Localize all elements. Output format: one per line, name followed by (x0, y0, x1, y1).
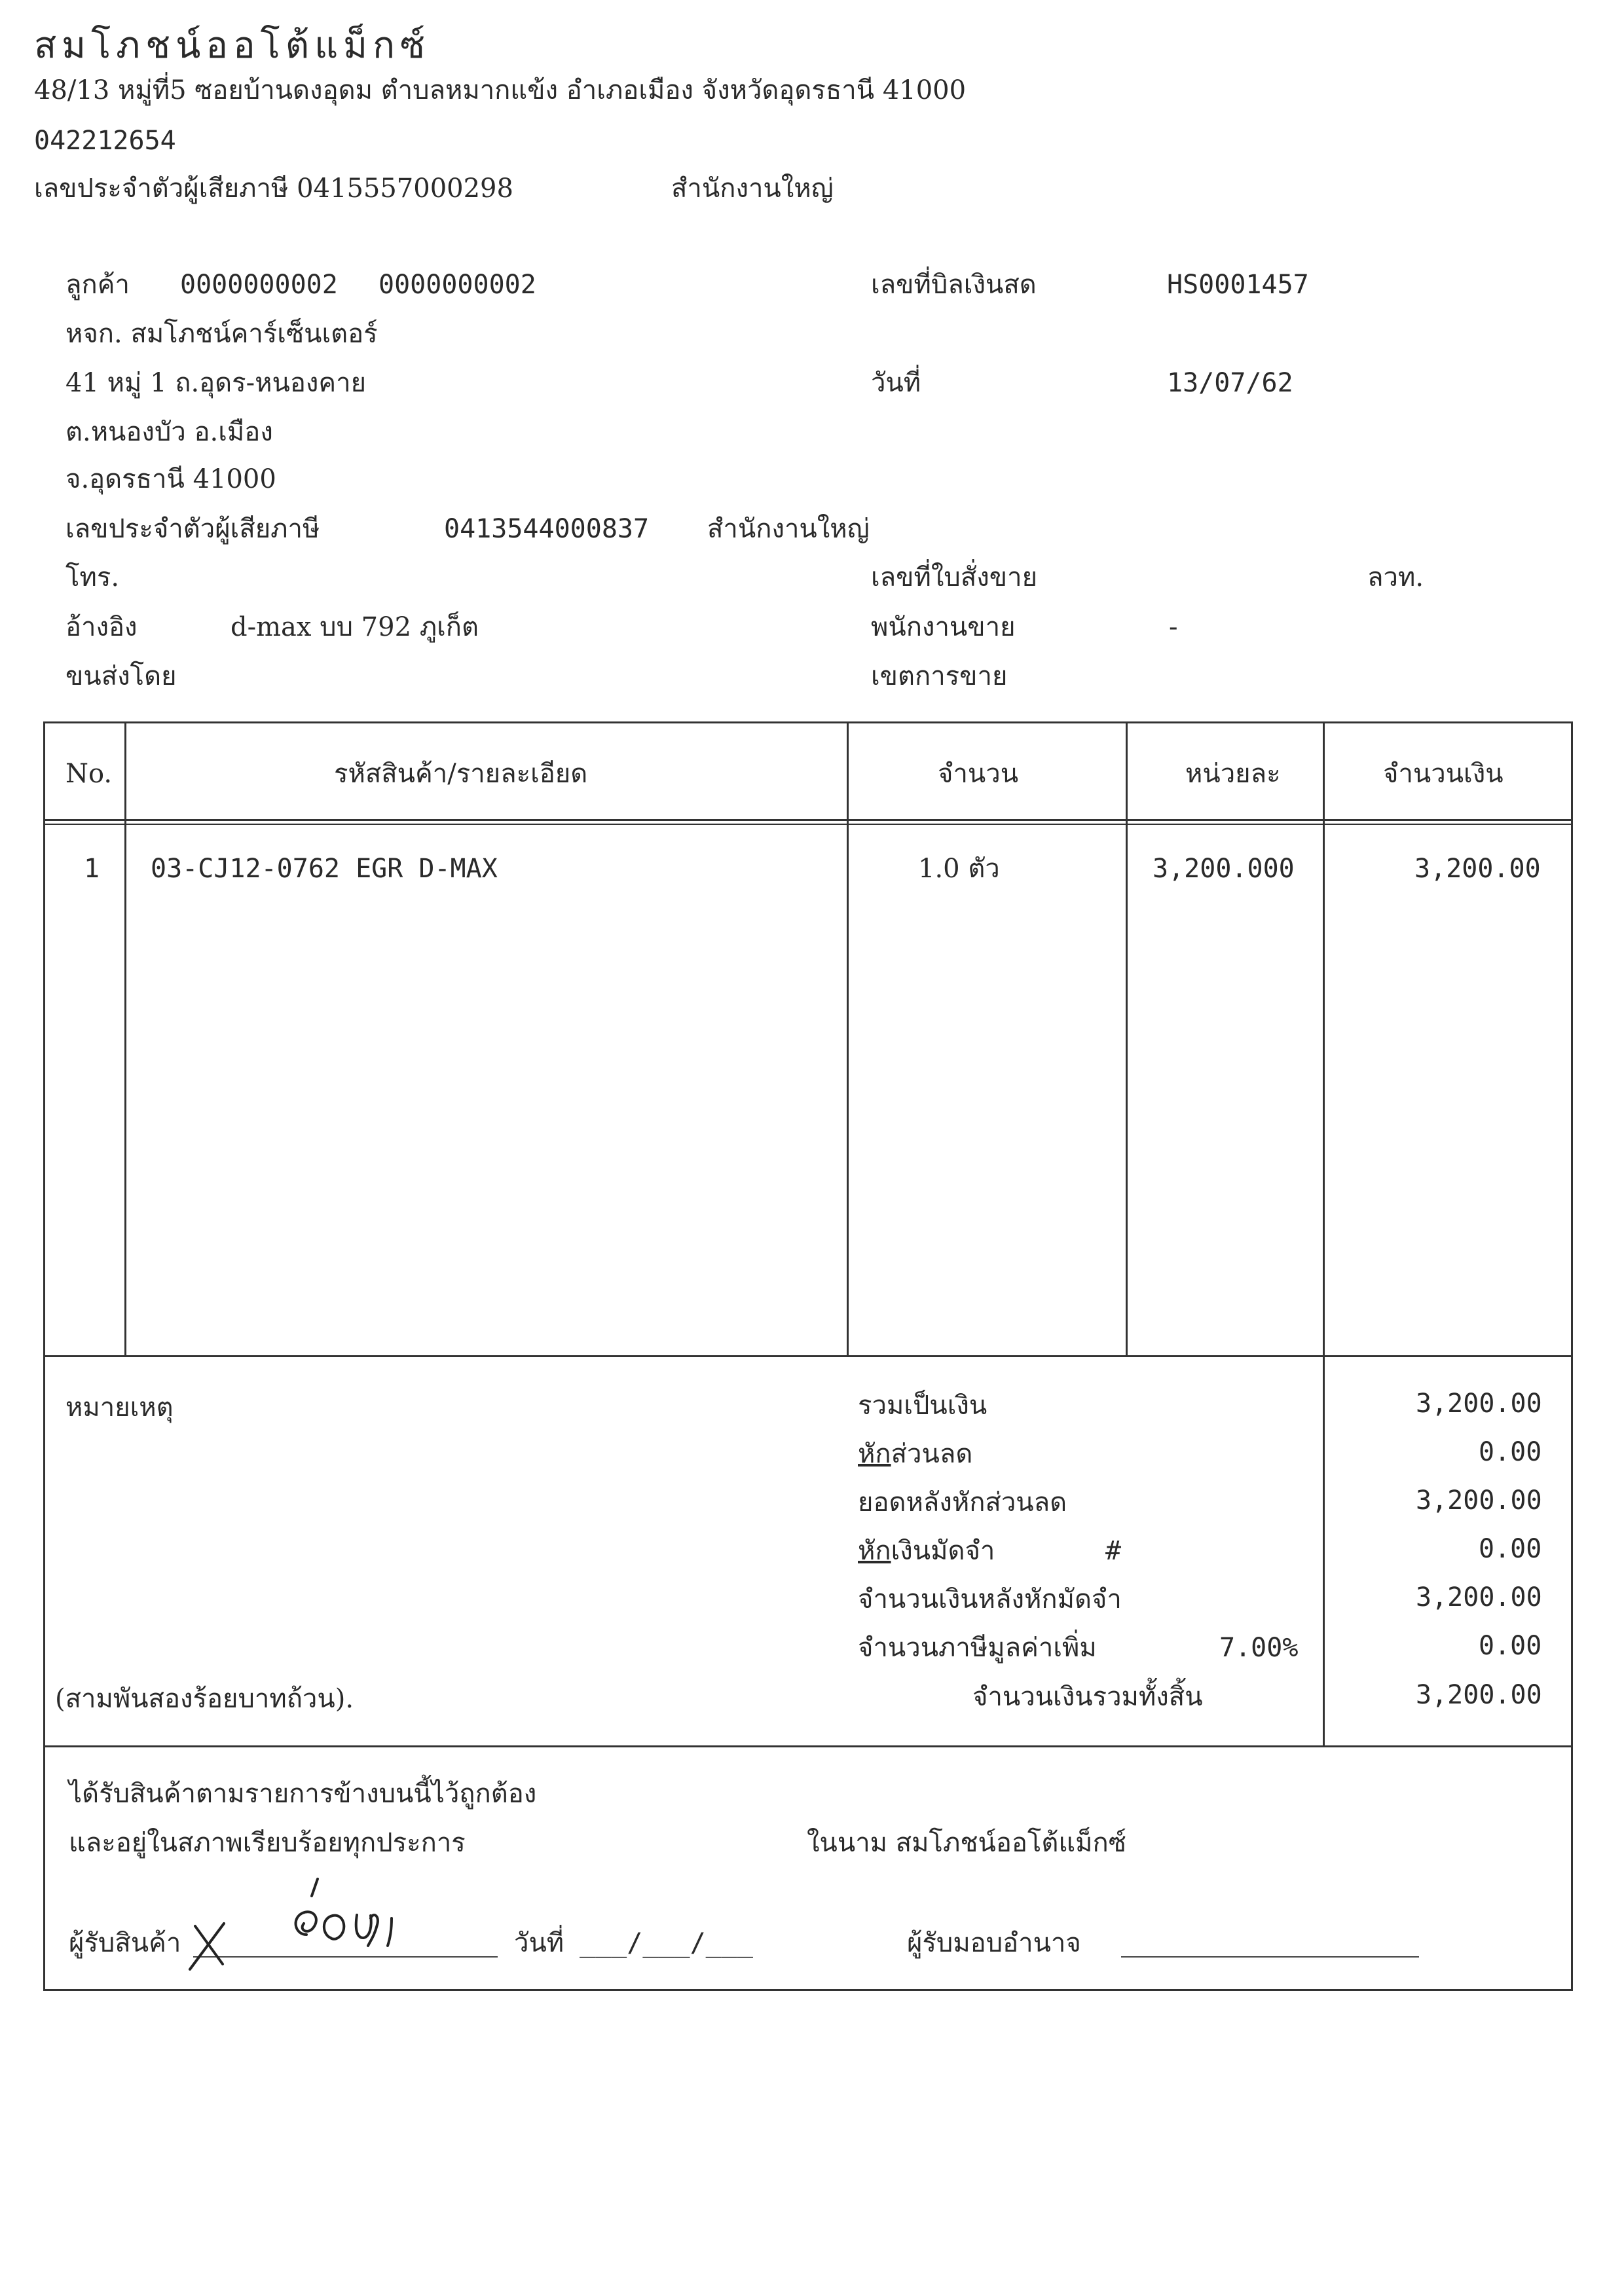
discount-label-prefix: หัก (858, 1439, 891, 1469)
deposit-value: 0.00 (1479, 1534, 1542, 1564)
receive-date-blank: ___/___/___ (580, 1928, 753, 1958)
row-amount: 3,200.00 (1414, 854, 1541, 884)
header-divider-2 (43, 824, 1573, 825)
header-amount: จำนวนเงิน (1383, 759, 1504, 789)
after-deposit-value: 3,200.00 (1416, 1582, 1542, 1613)
authorized-signature-line (1121, 1956, 1419, 1958)
vat-label: จำนวนภาษีมูลค่าเพิ่ม (858, 1633, 1097, 1663)
subtotal-label: รวมเป็นเงิน (858, 1391, 987, 1421)
customer-address-2: ต.หนองบัว อ.เมือง (65, 417, 273, 447)
row-quantity: 1.0 ตัว (918, 854, 1000, 884)
col-line-2 (847, 721, 849, 1357)
date-label: วันที่ (871, 368, 921, 398)
on-behalf-of: ในนาม สมโภชน์ออโต้แม็กซ์ (807, 1828, 1126, 1858)
bill-number: HS0001457 (1167, 270, 1309, 300)
receive-date-label: วันที่ (514, 1928, 564, 1958)
row-unit-price: 3,200.000 (1153, 854, 1295, 884)
received-statement-2: และอยู่ในสภาพเรียบร้อยทุกประการ (69, 1828, 466, 1858)
company-name: สมโภชน์ออโต้แม็กซ์ (34, 24, 431, 67)
subtotal-value: 3,200.00 (1416, 1389, 1542, 1419)
sales-order-value: ลวท. (1367, 562, 1424, 592)
header-no: No. (65, 759, 113, 789)
receiver-label: ผู้รับสินค้า (69, 1928, 181, 1958)
customer-label: ลูกค้า (65, 270, 130, 300)
table-border-top (43, 721, 1573, 723)
signature-scribble (183, 1872, 458, 1971)
sales-area-label: เขตการขาย (871, 661, 1008, 691)
bill-number-label: เลขที่บิลเงินสด (871, 270, 1037, 300)
col-line-4 (1323, 721, 1325, 1747)
authorized-label: ผู้รับมอบอำนาจ (907, 1928, 1081, 1958)
customer-address-1: 41 หมู่ 1 ถ.อุดร-หนองคาย (65, 368, 367, 398)
customer-branch: สำนักงานใหญ่ (707, 514, 870, 544)
salesperson-value: - (1169, 612, 1178, 642)
deposit-label (858, 1538, 995, 1564)
discount-label (858, 1441, 972, 1467)
invoice-date: 13/07/62 (1167, 368, 1293, 398)
company-branch: สำนักงานใหญ่ (671, 173, 834, 204)
customer-tax-label: เลขประจำตัวผู้เสียภาษี (65, 514, 320, 544)
header-divider (43, 819, 1573, 821)
header-quantity: จำนวน (938, 759, 1019, 789)
header-unit-price: หน่วยละ (1185, 759, 1281, 789)
col-line-1 (124, 721, 126, 1357)
company-address: 48/13 หมู่ที่5 ซอยบ้านดงอุดม ตำบลหมากแข้ง อำเภอเมือง จังหวัดอุดรธานี 41000 (34, 75, 967, 105)
summary-divider (43, 1745, 1573, 1747)
discount-value: 0.00 (1479, 1437, 1542, 1467)
discount-label-text: ส่วนลด (891, 1439, 973, 1469)
row-no: 1 (84, 854, 100, 884)
receiver-signature (183, 1872, 458, 1971)
amount-in-words: (สามพันสองร้อยบาทถ้วน). (55, 1684, 354, 1714)
reference-label: อ้างอิง (65, 612, 138, 642)
deposit-label-text: เงินมัดจำ (891, 1536, 995, 1566)
received-statement-1: ได้รับสินค้าตามรายการข้างบนนี้ไว้ถูกต้อง (69, 1779, 537, 1809)
remark-label: หมายเหตุ (65, 1393, 174, 1423)
sales-order-label: เลขที่ใบสั่งขาย (871, 562, 1038, 592)
after-deposit-label: จำนวนเงินหลังหักมัดจำ (858, 1584, 1122, 1614)
table-border-bottom (43, 1989, 1573, 1991)
deposit-ref: # (1105, 1536, 1122, 1566)
deposit-label-prefix: หัก (858, 1536, 891, 1566)
body-divider (43, 1355, 1573, 1357)
vat-value: 0.00 (1479, 1631, 1542, 1661)
after-discount-value: 3,200.00 (1416, 1485, 1542, 1516)
shipping-label: ขนส่งโดย (65, 661, 177, 691)
grand-total-label: จำนวนเงินรวมทั้งสิ้น (972, 1682, 1203, 1712)
header-description: รหัสสินค้า/รายละเอียด (334, 759, 588, 789)
customer-address-3: จ.อุดรธานี 41000 (65, 464, 276, 494)
row-description: 03-CJ12-0762 EGR D-MAX (151, 854, 498, 884)
customer-code-2: 0000000002 (378, 270, 536, 300)
vat-rate: 7.00% (1219, 1633, 1299, 1663)
customer-phone-label: โทร. (65, 562, 120, 592)
company-phone: 042212654 (34, 126, 176, 156)
grand-total-value: 3,200.00 (1416, 1680, 1542, 1710)
customer-code: 0000000002 (180, 270, 338, 300)
company-tax-id: เลขประจำตัวผู้เสียภาษี 0415557000298 (34, 173, 513, 204)
customer-tax-id: 0413544000837 (444, 514, 650, 544)
customer-name: หจก. สมโภชน์คาร์เซ็นเตอร์ (65, 319, 378, 349)
col-line-3 (1126, 721, 1128, 1357)
after-discount-label: ยอดหลังหักส่วนลด (858, 1487, 1067, 1518)
reference-value: d-max บบ 792 ภูเก็ต (231, 612, 479, 642)
salesperson-label: พนักงานขาย (871, 612, 1016, 642)
